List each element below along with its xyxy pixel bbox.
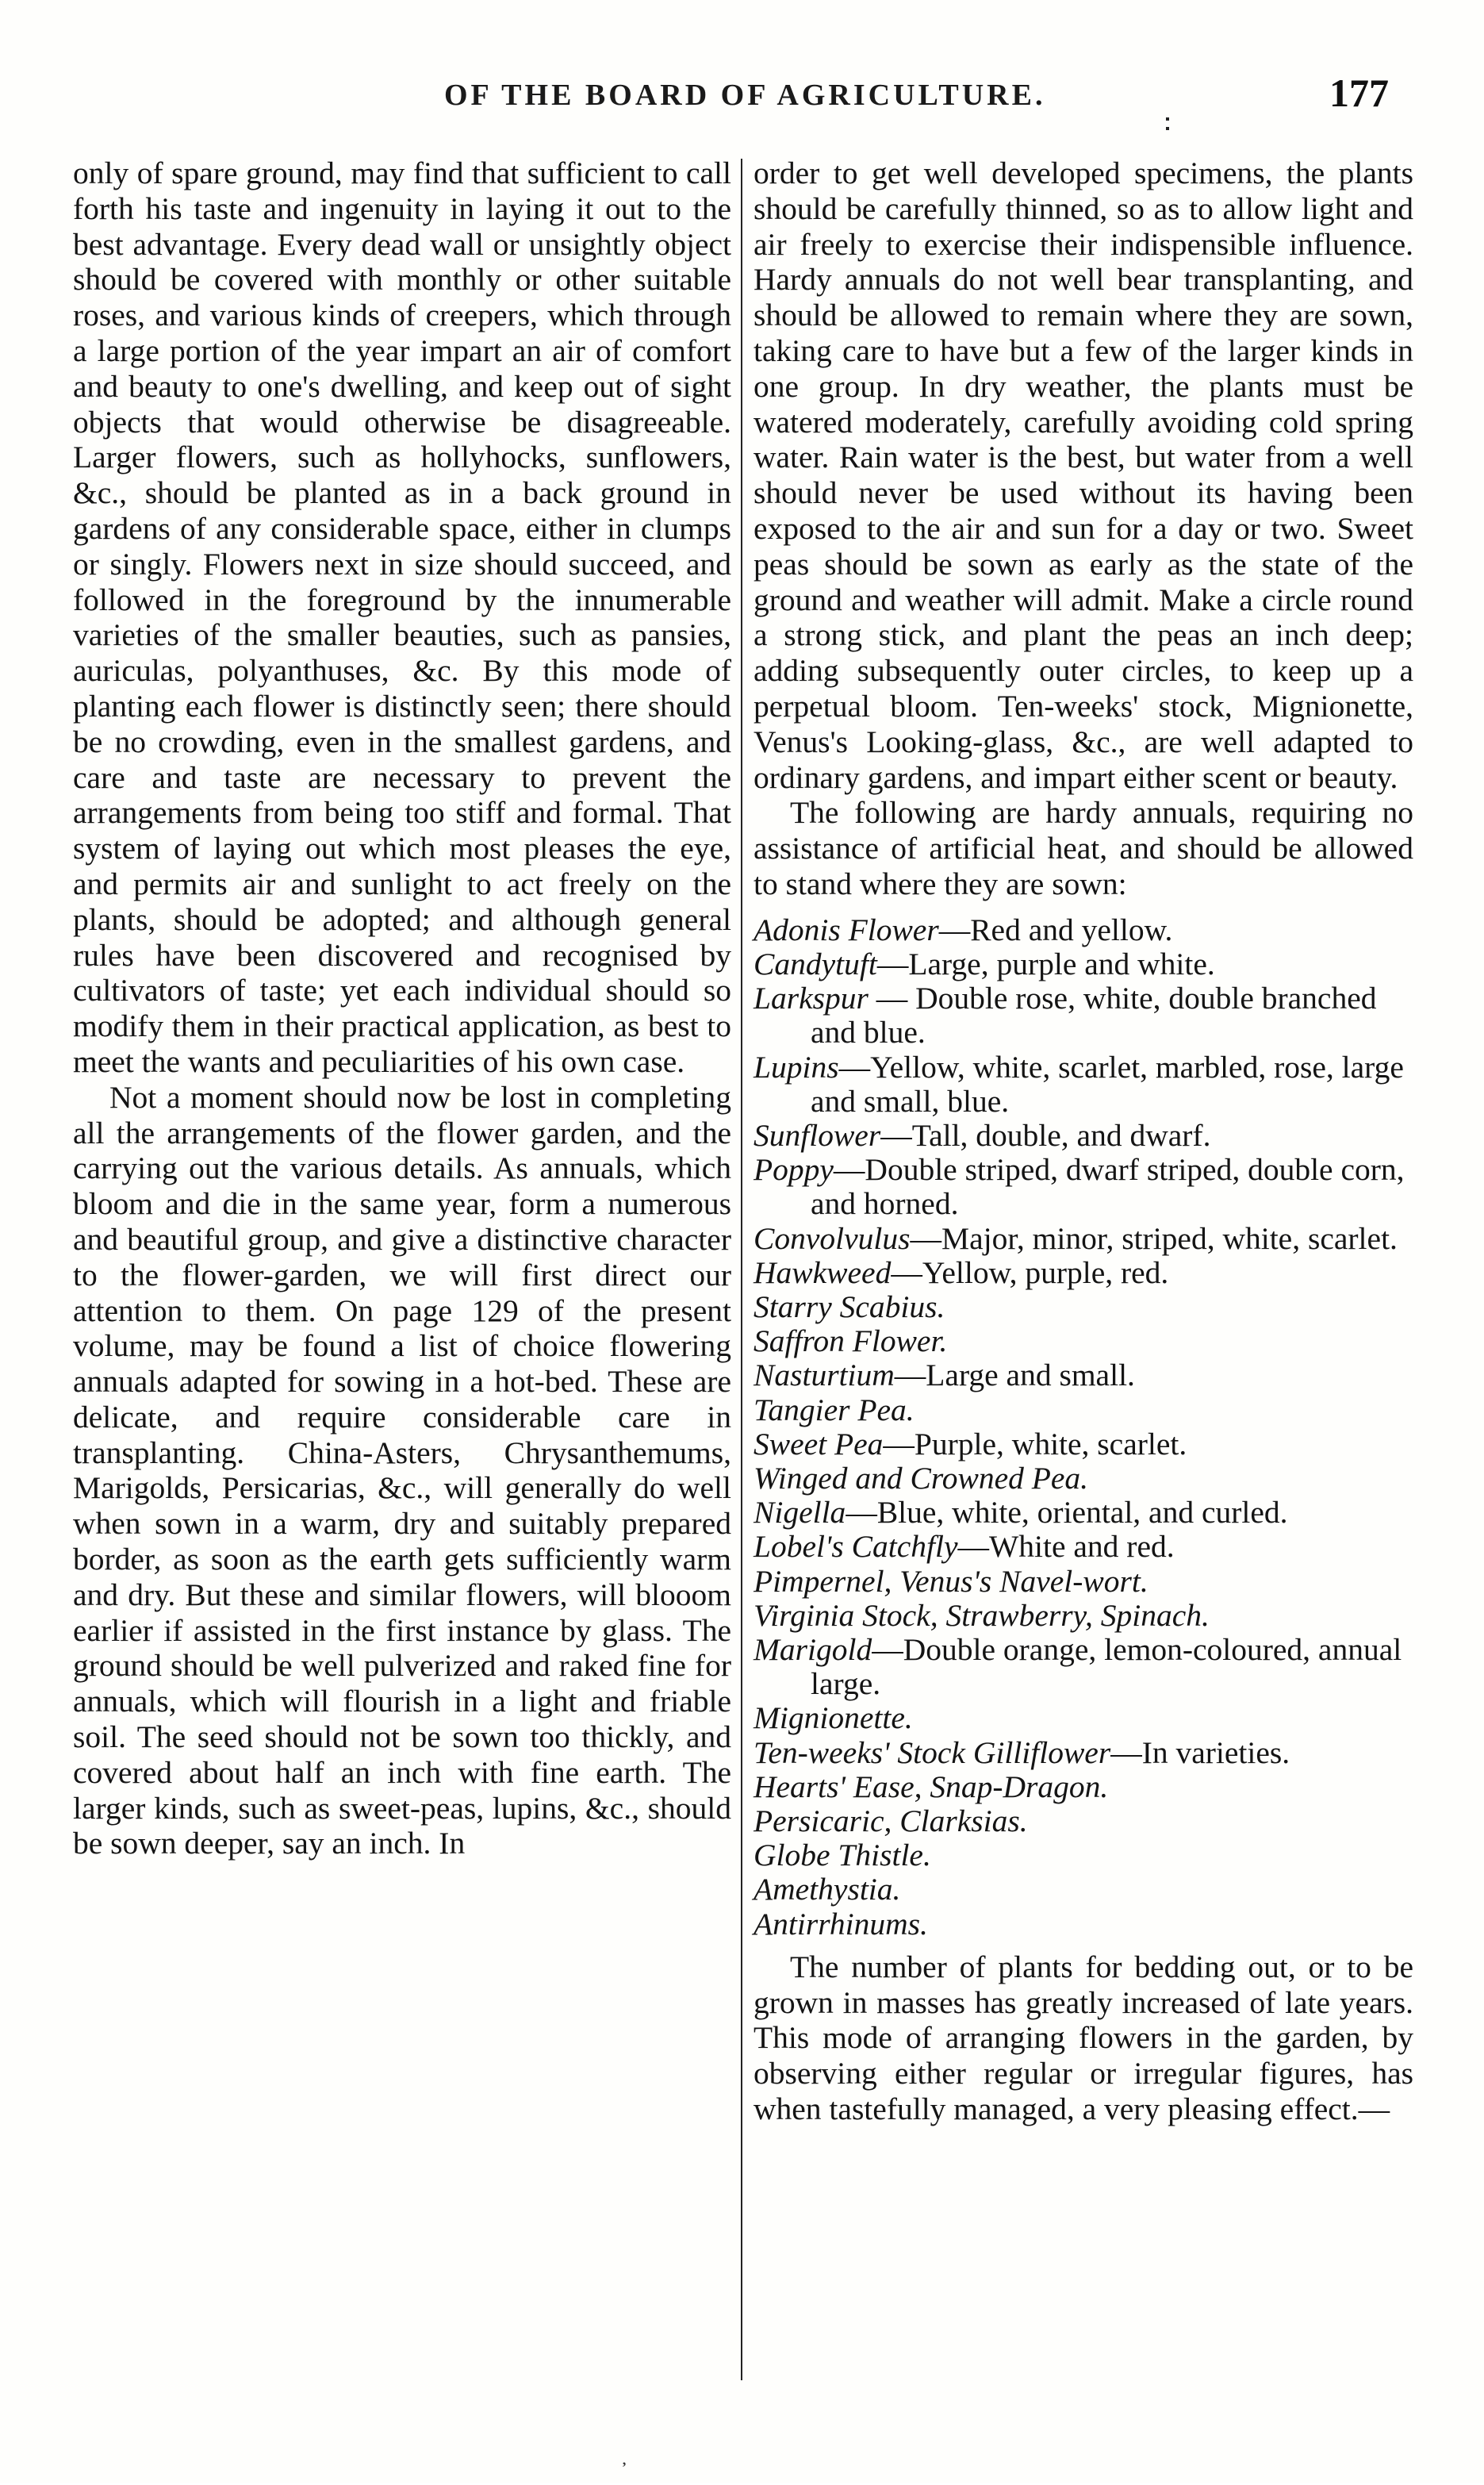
plant-entry <box>754 1358 1413 1392</box>
column-rule <box>741 159 742 2380</box>
plant-description: —Blue, white, oriental, and curled. <box>846 1495 1288 1531</box>
plant-description: —In varieties. <box>1110 1734 1290 1770</box>
plant-name: Nigella <box>754 1495 846 1531</box>
right-column <box>754 156 1413 2127</box>
plant-entry <box>754 981 1413 1050</box>
plant-name: Lupins <box>754 1049 839 1085</box>
plant-entry <box>754 1050 1413 1119</box>
plant-name: Lobel's Catchfly <box>754 1529 958 1565</box>
plant-description: —Double striped, dwarf striped, double corn, and horned. <box>811 1152 1405 1222</box>
plant-name: Winged and Crowned Pea. <box>754 1460 1089 1496</box>
plant-description: —White and red. <box>957 1529 1175 1565</box>
plant-entry <box>754 1153 1413 1221</box>
plant-description: —Major, minor, striped, white, scarlet. <box>910 1220 1398 1256</box>
plant-description: — Double rose, white, double branched and blue. <box>811 981 1377 1050</box>
printer-mark <box>1166 117 1169 141</box>
plant-name: Amethystia. <box>754 1872 901 1907</box>
plant-description: —Large, purple and white. <box>876 946 1215 981</box>
running-head-title: OF THE BOARD OF AGRICULTURE. <box>444 79 1046 112</box>
plant-name: Tangier Pea. <box>754 1392 915 1427</box>
plant-entry <box>754 1222 1413 1256</box>
plant-entry <box>754 1496 1413 1530</box>
plant-name: Ten-weeks' Stock Gilliflower <box>754 1734 1111 1770</box>
left-column <box>73 156 731 1861</box>
plant-name: Convolvulus <box>754 1220 911 1256</box>
plant-name: Nasturtium <box>754 1358 895 1393</box>
plant-entry <box>754 1565 1413 1599</box>
plant-entry <box>754 1290 1413 1324</box>
plant-name: Hearts' Ease, Snap-Dragon. <box>754 1769 1109 1804</box>
plant-name: Marigold <box>754 1632 872 1667</box>
plant-list <box>754 913 1413 1942</box>
plant-description: —Tall, double, and dwarf. <box>880 1117 1211 1153</box>
plant-entry <box>754 1736 1413 1770</box>
plant-description: —Yellow, white, scarlet, marbled, rose, large and small, blue. <box>811 1049 1404 1119</box>
plant-description: —Yellow, purple, red. <box>891 1254 1169 1290</box>
paragraph: The number of plants for bedding out, or to be grown in masses has greatly increased of late years. This mode of arranging flowers in the garden, by observing either regular or irregular figures, has when tastefully managed, a very pleasing effect.— <box>754 1949 1413 2127</box>
plant-description: —Red and yellow. <box>938 912 1173 947</box>
plant-name: Candytuft <box>754 946 877 981</box>
plant-name: Sunflower <box>754 1117 881 1153</box>
running-head <box>71 73 1428 121</box>
page-number: 177 <box>1329 71 1389 115</box>
plant-entry <box>754 1633 1413 1701</box>
plant-description: —Purple, white, scarlet. <box>883 1426 1187 1461</box>
plant-name: Sweet Pea <box>754 1426 884 1461</box>
plant-entry <box>754 1770 1413 1804</box>
plant-name: Starry Scabius. <box>754 1289 945 1324</box>
plant-name: Persicaric, Clarksias. <box>754 1803 1028 1839</box>
plant-name: Mignionette. <box>754 1700 913 1736</box>
plant-name: Larkspur <box>754 981 869 1016</box>
plant-entry <box>754 1804 1413 1838</box>
plant-name: Antirrhinums. <box>754 1906 928 1942</box>
plant-entry <box>754 1530 1413 1564</box>
plant-entry <box>754 1427 1413 1461</box>
plant-entry <box>754 1393 1413 1427</box>
plant-entry <box>754 1701 1413 1735</box>
paragraph: order to get well developed specimens, the plants should be carefully thinned, so as to allow light and air freely to exercise their indispensible influence. Hardy annuals do not well bear transplanting, and should be allowed to remain where they are sown, taking care to have but a few of the larger kinds in one group. In dry weather, the plants must be watered moderately, carefully avoiding cold spring water. Rain water is the best, but water from a well should never be used without its having been exposed to the air and sun for a day or two. Sweet peas should be sown as early as the state of the ground and weather will admit. Make a circle round a strong stick, and plant the peas an inch deep; adding subsequently outer circles, to keep up a perpetual bloom. Ten-weeks' stock, Mignionette, Venus's Looking-glass, &c., are well adapted to ordinary gardens, and impart either scent or beauty. <box>754 156 1413 795</box>
plant-entry <box>754 1872 1413 1907</box>
plant-description: —Double orange, lemon-coloured, annual large. <box>811 1632 1402 1702</box>
printer-mark: ᾽ <box>620 2458 628 2484</box>
plant-name: Saffron Flower. <box>754 1323 948 1359</box>
plant-name: Virginia Stock, Strawberry, Spinach. <box>754 1597 1210 1633</box>
paragraph: only of spare ground, may find that sufficient to call forth his taste and ingenuity in laying it out to the best advantage. Every dead wall or unsightly object should be covered with monthly or other suitable roses, and various kinds of creepers, which through a large portion of the year impart an air of comfort and beauty to one's dwelling, and keep out of sight objects that would otherwise be disagreeable. Larger flowers, such as hollyhocks, sunflowers, &c., should be planted as in a back ground in gardens of any considerable space, either in clumps or singly. Flowers next in size should succeed, and followed in the foreground by the innumerable varieties of the smaller beauties, such as pansies, auriculas, polyanthuses, &c. By this mode of planting each flower is distinctly seen; there should be no crowding, even in the smallest gardens, and care and taste are necessary to prevent the arrangements from being too stiff and formal. That system of laying out which most pleases the eye, and permits air and sunlight to act freely on the plants, should be adopted; and although general rules have been discovered and recognised by cultivators of taste; yet each individual should so modify them in their practical application, as best to meet the wants and peculiarities of his own case. <box>73 156 731 1079</box>
plant-name: Hawkweed <box>754 1254 892 1290</box>
plant-entry <box>754 913 1413 947</box>
plant-entry <box>754 1324 1413 1358</box>
plant-entry <box>754 1599 1413 1633</box>
plant-description: —Large and small. <box>894 1358 1135 1393</box>
plant-name: Pimpernel, Venus's Navel-wort. <box>754 1563 1148 1599</box>
plant-entry <box>754 1838 1413 1872</box>
plant-entry <box>754 1907 1413 1942</box>
paragraph: The following are hardy annuals, requiring no assistance of artificial heat, and should be allowed to stand where they are sown: <box>754 795 1413 901</box>
paragraph: Not a moment should now be lost in completing all the arrangements of the flower garden, and the carrying out the various details. As annuals, which bloom and die in the same year, form a numerous and beautiful group, and give a distinctive character to the flower-garden, we will first direct our attention to them. On page 129 of the present volume, may be found a list of choice flowering annuals adapted for sowing in a hot-bed. These are delicate, and require considerable care in transplanting. China-Asters, Chrysanthemums, Marigolds, Persicarias, &c., will generally do well when sown in a warm, dry and suitably prepared border, as soon as the earth gets sufficiently warm and dry. But these and similar flowers, will blooom earlier if assisted in the first instance by glass. The ground should be well pulverized and raked fine for annuals, which will flourish in a light and friable soil. The seed should not be sown too thickly, and covered about half an inch with fine earth. The larger kinds, such as sweet-peas, lupins, &c., should be sown deeper, say an inch. In <box>73 1079 731 1861</box>
plant-entry <box>754 1461 1413 1496</box>
plant-name: Globe Thistle. <box>754 1838 931 1873</box>
plant-name: Adonis Flower <box>754 912 939 947</box>
plant-entry <box>754 947 1413 981</box>
plant-name: Poppy <box>754 1152 834 1188</box>
plant-entry <box>754 1256 1413 1290</box>
plant-entry <box>754 1119 1413 1153</box>
